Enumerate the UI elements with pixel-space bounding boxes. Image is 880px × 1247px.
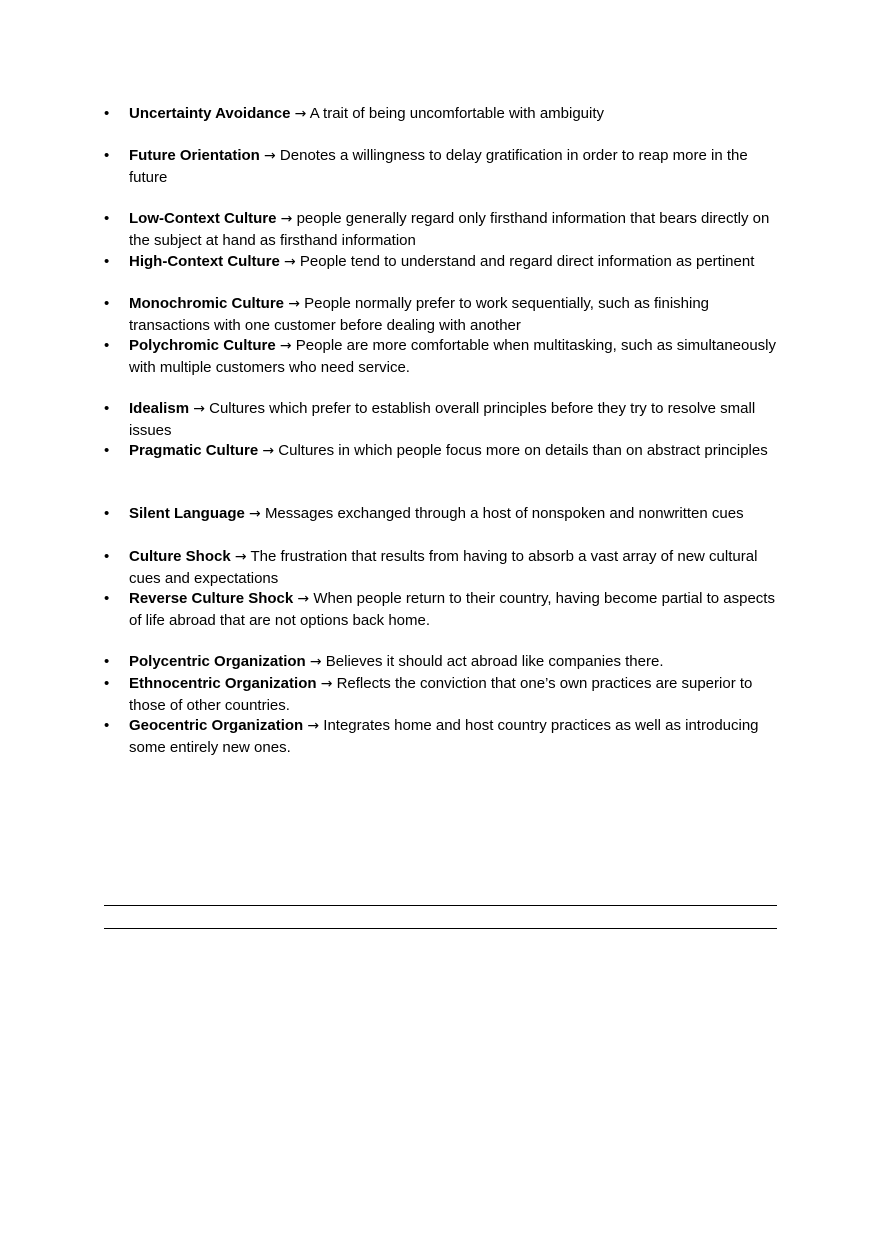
list-item-uncertainty-avoidance bbox=[104, 103, 779, 125]
list-item-high-context-culture bbox=[104, 251, 779, 273]
horizontal-rule bbox=[104, 905, 777, 906]
bullet-icon: • bbox=[104, 505, 110, 522]
arrow-right-icon: → bbox=[262, 443, 275, 459]
term: High-Context Culture bbox=[129, 253, 280, 270]
definition: People normally prefer to work sequentially, such as finishing transactions with one customer before dealing with another bbox=[129, 295, 710, 334]
term: Geocentric Organization bbox=[129, 717, 304, 734]
arrow-right-icon: → bbox=[284, 254, 296, 270]
arrow-right-icon: → bbox=[279, 338, 292, 354]
definition: Messages exchanged through a host of nonspoken and nonwritten cues bbox=[264, 505, 744, 522]
arrow-right-icon: → bbox=[234, 549, 247, 565]
arrow-right-icon: → bbox=[297, 591, 310, 607]
term: Future Orientation bbox=[129, 147, 260, 164]
bullet-icon: • bbox=[104, 717, 110, 734]
arrow-right-icon: → bbox=[309, 654, 322, 670]
definition: The frustration that results from having to absorb a vast array of new cultural cues and expectations bbox=[129, 548, 758, 587]
arrow-right-icon: → bbox=[288, 296, 300, 312]
term: Polychromic Culture bbox=[129, 337, 276, 354]
term: Monochromic Culture bbox=[129, 295, 285, 312]
term: Uncertainty Avoidance bbox=[129, 105, 291, 122]
term: Polycentric Organization bbox=[129, 653, 306, 670]
list-item-future-orientation bbox=[104, 145, 779, 189]
list-item-reverse-culture-shock bbox=[104, 588, 779, 632]
arrow-right-icon: → bbox=[294, 106, 307, 122]
horizontal-rule bbox=[104, 928, 777, 929]
term: Silent Language bbox=[129, 505, 245, 522]
list-item-idealism bbox=[104, 398, 779, 442]
definition: Believes it should act abroad like companies there. bbox=[325, 653, 664, 670]
definition: When people return to their country, having become partial to aspects of life abroad that are not options back home. bbox=[129, 590, 775, 629]
arrow-right-icon: → bbox=[264, 148, 276, 164]
definition: Cultures in which people focus more on details than on abstract principles bbox=[278, 442, 768, 459]
list-item-pragmatic-culture bbox=[104, 440, 779, 462]
term: Idealism bbox=[129, 400, 190, 417]
bullet-icon: • bbox=[104, 337, 110, 354]
arrow-right-icon: → bbox=[320, 676, 333, 692]
list-item-silent-language bbox=[104, 503, 779, 525]
list-item-polycentric-organization bbox=[104, 651, 779, 673]
definition: Reflects the conviction that one’s own practices are superior to those of other countries. bbox=[129, 675, 753, 714]
bullet-icon: • bbox=[104, 675, 110, 692]
list-item-ethnocentric-organization bbox=[104, 673, 779, 717]
arrow-right-icon: → bbox=[249, 506, 261, 522]
term: Low-Context Culture bbox=[129, 210, 277, 227]
list-item-polychromic-culture bbox=[104, 335, 779, 379]
bullet-icon: • bbox=[104, 147, 110, 164]
bullet-icon: • bbox=[104, 653, 110, 670]
arrow-right-icon: → bbox=[307, 718, 320, 734]
bullet-icon: • bbox=[104, 105, 110, 122]
arrow-right-icon: → bbox=[280, 211, 293, 227]
definition: People are more comfortable when multitasking, such as simultaneously with multiple customers who need service. bbox=[129, 337, 777, 376]
bullet-icon: • bbox=[104, 295, 110, 312]
definition: Cultures which prefer to establish overall principles before they try to resolve small issues bbox=[129, 400, 756, 439]
bullet-icon: • bbox=[104, 210, 110, 227]
term: Culture Shock bbox=[129, 548, 231, 565]
definition: Denotes a willingness to delay gratification in order to reap more in the future bbox=[129, 147, 748, 186]
term: Ethnocentric Organization bbox=[129, 675, 317, 692]
term: Reverse Culture Shock bbox=[129, 590, 294, 607]
bullet-icon: • bbox=[104, 548, 110, 565]
list-item-culture-shock bbox=[104, 546, 779, 590]
list-item-monochromic-culture bbox=[104, 293, 779, 337]
list-item-low-context-culture bbox=[104, 208, 779, 252]
bullet-icon: • bbox=[104, 442, 110, 459]
definition: People tend to understand and regard direct information as pertinent bbox=[299, 253, 755, 270]
bullet-icon: • bbox=[104, 253, 110, 270]
bullet-icon: • bbox=[104, 590, 110, 607]
term: Pragmatic Culture bbox=[129, 442, 259, 459]
list-item-geocentric-organization bbox=[104, 715, 779, 759]
definition: Integrates home and host country practices as well as introducing some entirely new ones. bbox=[129, 717, 759, 756]
bullet-icon: • bbox=[104, 400, 110, 417]
definition: people generally regard only firsthand information that bears directly on the subject at hand as firsthand information bbox=[129, 210, 770, 249]
definition: A trait of being uncomfortable with ambiguity bbox=[309, 105, 605, 122]
arrow-right-icon: → bbox=[193, 401, 205, 417]
